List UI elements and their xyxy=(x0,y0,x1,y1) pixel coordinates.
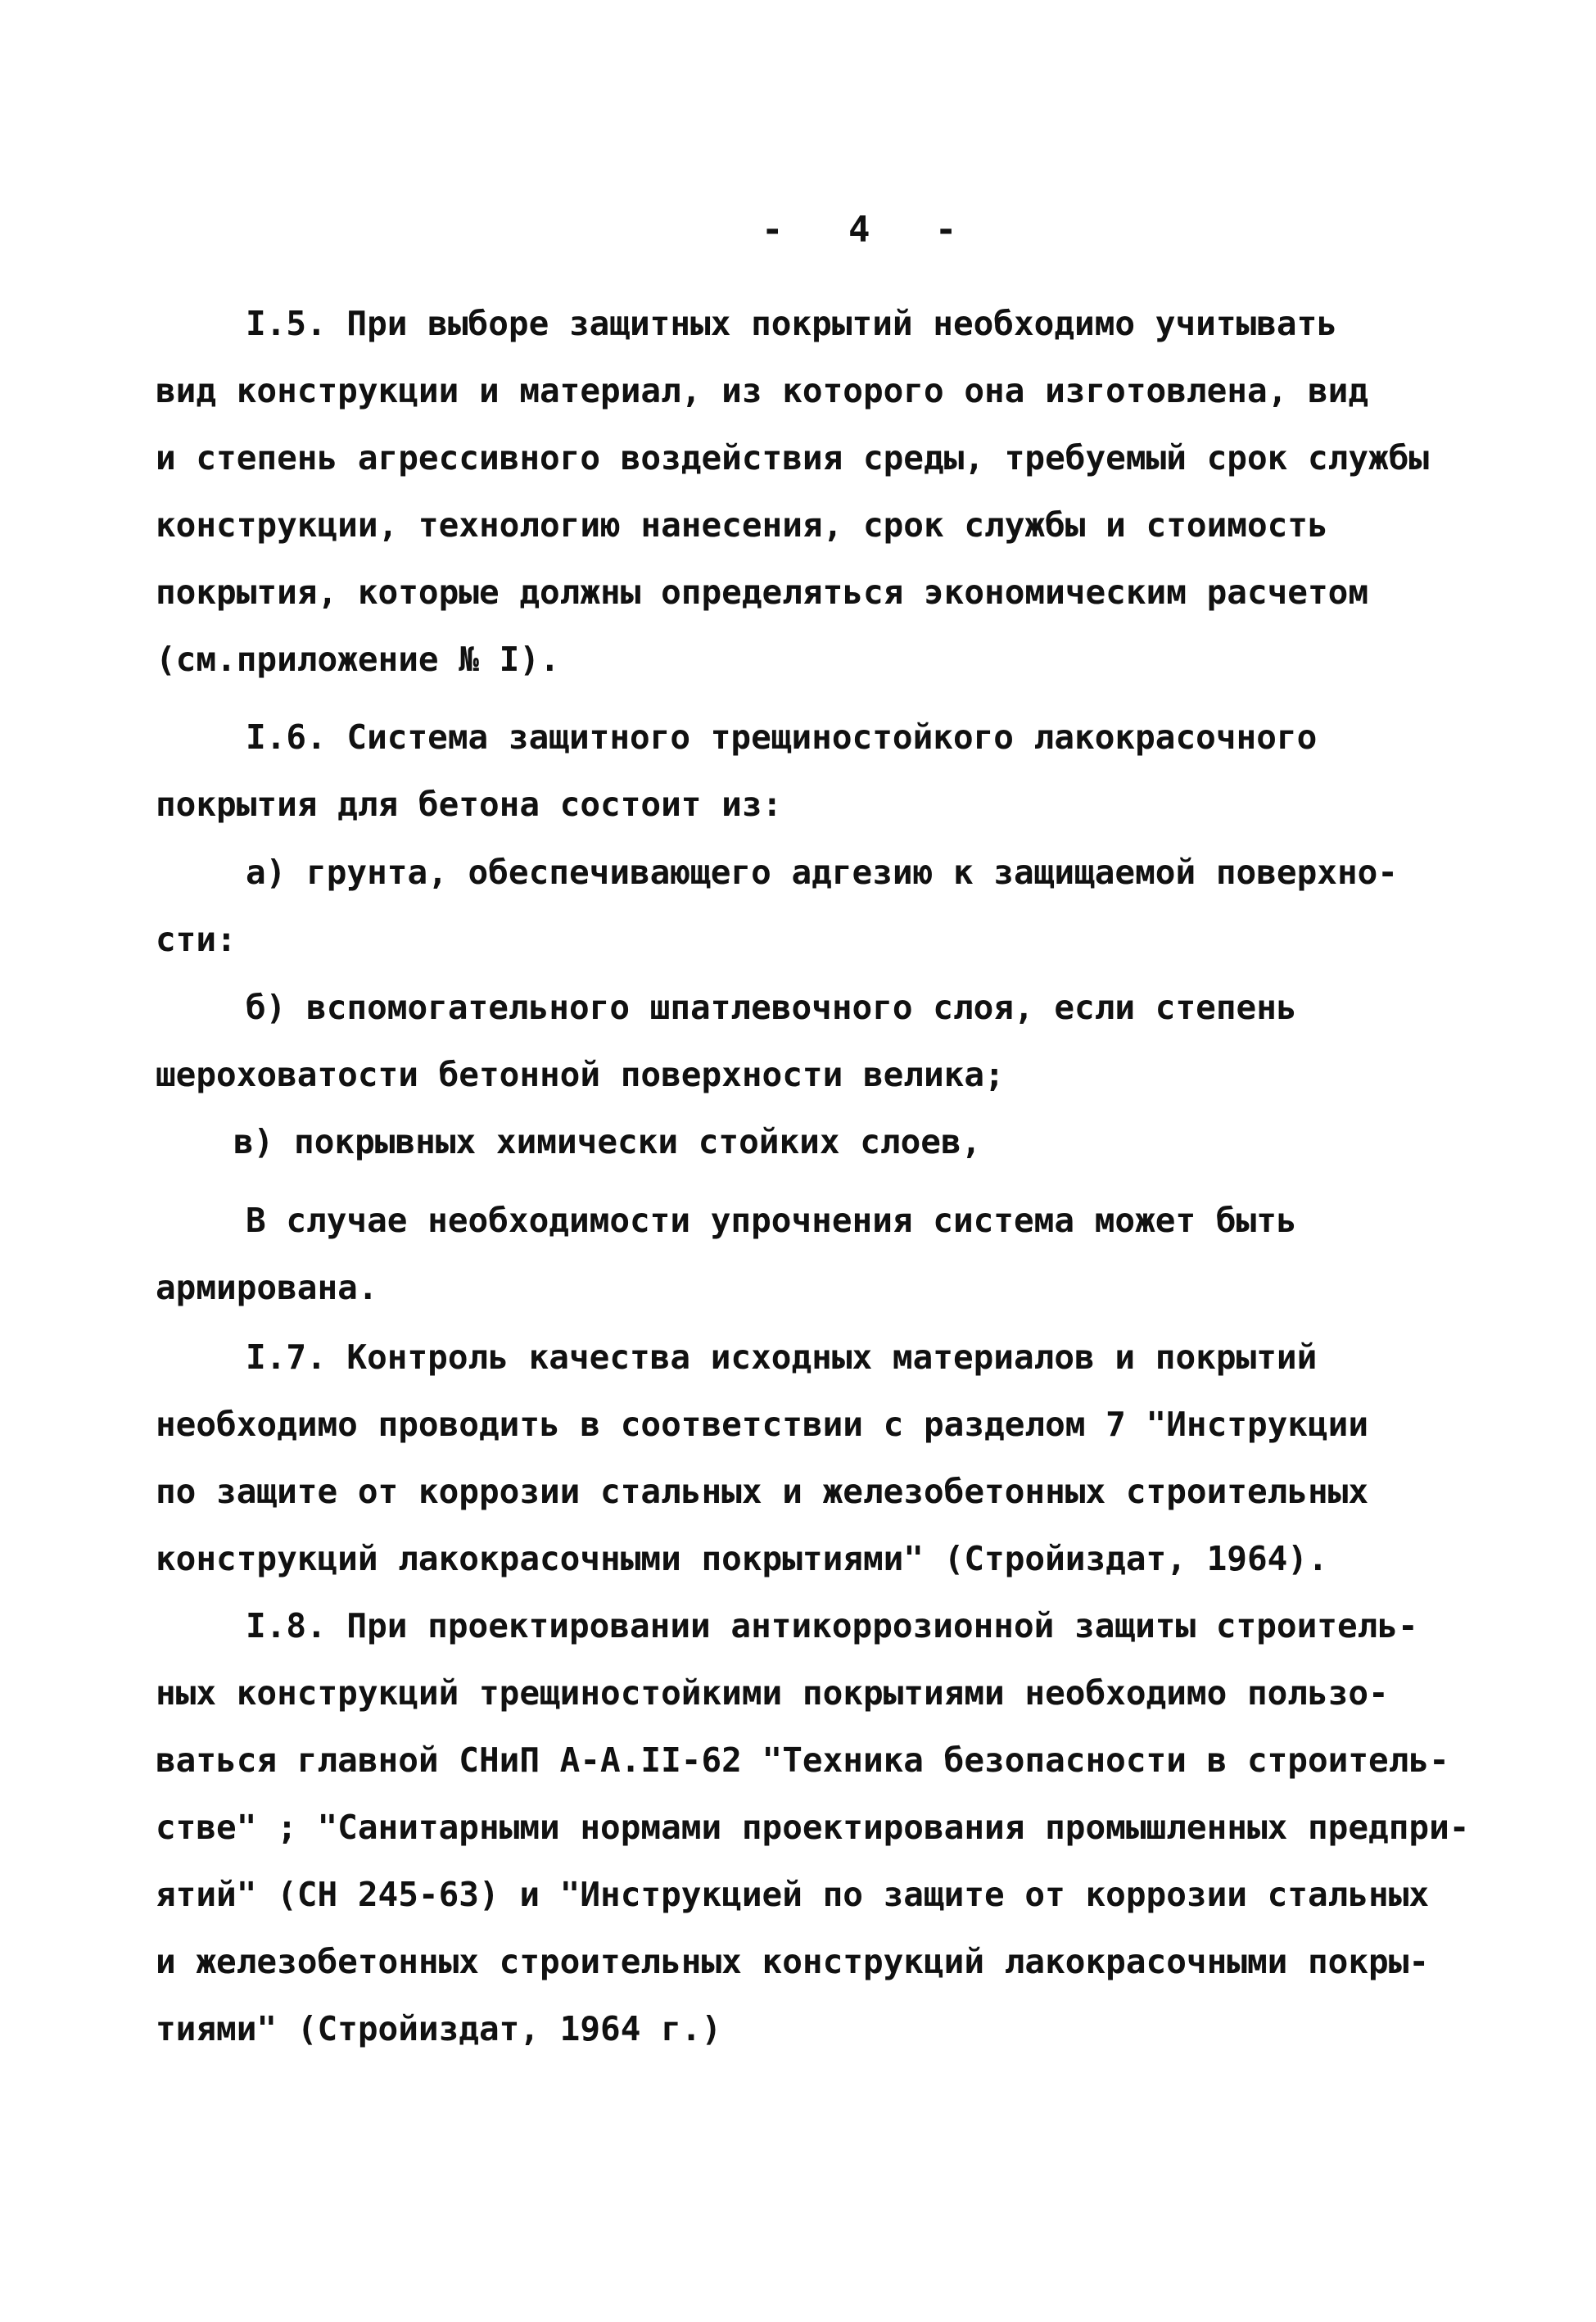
text-line: (см.приложение № I). xyxy=(156,640,560,679)
text-line: по защите от коррозии стальных и железобетонных строительных xyxy=(156,1472,1369,1511)
text-line: В случае необходимости упрочнения система может быть xyxy=(246,1201,1297,1240)
text-line: стве" ; "Санитарными нормами проектирования промышленных предпри- xyxy=(156,1808,1470,1847)
text-line: конструкции, технологию нанесения, срок службы и стоимость xyxy=(156,505,1328,545)
text-line: I.7. Контроль качества исходных материалов и покрытий xyxy=(246,1338,1318,1377)
text-line: тиями" (Стройиздат, 1964 г.) xyxy=(156,2009,722,2048)
text-line: и железобетонных строительных конструкций лакокрасочными покры- xyxy=(156,1942,1430,1981)
text-line: б) вспомогательного шпатлевочного слоя, если степень xyxy=(246,988,1297,1027)
text-line: покрытия для бетона состоит из: xyxy=(156,785,783,824)
text-line: покрытия, которые должны определяться экономическим расчетом xyxy=(156,573,1369,612)
text-line: сти: xyxy=(156,920,237,959)
text-line: I.6. Система защитного трещиностойкого лакокрасочного xyxy=(246,717,1318,757)
text-line: шероховатости бетонной поверхности велика; xyxy=(156,1055,1005,1094)
text-line: I.5. При выборе защитных покрытий необходимо учитывать xyxy=(246,304,1337,343)
text-line: и степень агрессивного воздействия среды, требуемый срок службы xyxy=(156,438,1430,478)
text-line: I.8. При проектировании антикоррозионной защиты строитель- xyxy=(246,1606,1418,1645)
text-line: ятий" (СН 245-63) и "Инструкцией по защите от коррозии стальных xyxy=(156,1875,1430,1914)
page-number: - 4 - xyxy=(762,209,957,251)
text-line: ваться главной СНиП А-А.II-62 "Техника безопасности в строитель- xyxy=(156,1740,1449,1780)
text-line: ных конструкций трещиностойкими покрытиями необходимо пользо- xyxy=(156,1673,1389,1713)
text-line: конструкций лакокрасочными покрытиями" (Стройиздат, 1964). xyxy=(156,1539,1328,1578)
text-line: необходимо проводить в соответствии с разделом 7 "Инструкции xyxy=(156,1405,1369,1444)
text-line: в) покрывных химически стойких слоев, xyxy=(233,1122,982,1161)
text-line: а) грунта, обеспечивающего адгезию к защищаемой поверхно- xyxy=(246,853,1398,892)
text-line: вид конструкции и материал, из которого она изготовлена, вид xyxy=(156,371,1369,410)
text-line: армирована. xyxy=(156,1268,378,1307)
